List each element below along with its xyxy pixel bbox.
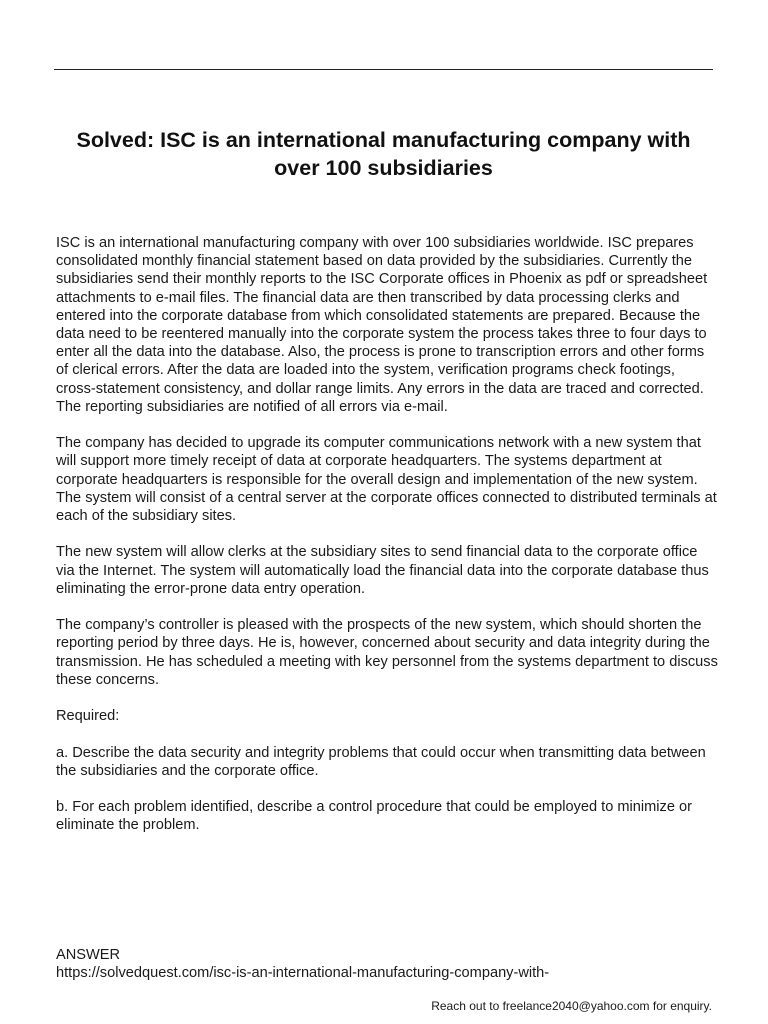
paragraph-new-system: The new system will allow clerks at the subsidiary sites to send financial data to the corporate office via the Internet. The system will automatically load the financial data into the corporate database thus eliminating the error-prone data entry operation. xyxy=(56,544,709,597)
answer-section xyxy=(56,946,718,982)
paragraph-intro: ISC is an international manufacturing company with over 100 subsidiaries worldwide. ISC prepares consolidated monthly financial statement based on data provided by the subsidiaries. Currently the subsidiaries send their monthly reports to the ISC Corporate offices in Phoenix as pdf or spreadsheet attachments to e-mail files. The financial data are then transcribed by data processing clerks and entered into the corporate database from which consolidated statements are prepared. Because the data need to be reentered manually into the corporate system the process takes three to four days to enter all the data into the database. Also, the process is prone to transcription errors and other forms of clerical errors. After the data are loaded into the system, verification programs check footings, cross-statement consistency, and dollar range limits. Any errors in the data are traced and corrected. The reporting subsidiaries are notified of all errors via e-mail. xyxy=(56,235,708,415)
paragraph-controller: The company’s controller is pleased with the prospects of the new system, which should shorten the reporting period by three days. He is, however, concerned about security and data integrity during the transmission. He has scheduled a meeting with key personnel from the systems department to discuss these concerns. xyxy=(56,617,718,688)
document-body xyxy=(56,234,718,853)
answer-link[interactable]: https://solvedquest.com/isc-is-an-international-manufacturing-company-with- xyxy=(56,965,550,982)
top-divider xyxy=(54,69,713,70)
required-heading: Required: xyxy=(56,708,120,725)
requirement-a: a. Describe the data security and integrity problems that could occur when transmitting data between the subsidiaries and the corporate office. xyxy=(56,744,706,779)
document-title: Solved: ISC is an international manufacturing company with over 100 subsidiaries xyxy=(76,128,691,180)
answer-label: ANSWER xyxy=(56,947,121,963)
requirement-b: b. For each problem identified, describe a control procedure that could be employed to minimize or eliminate the problem. xyxy=(56,799,692,834)
footer-enquiry-text: Reach out to freelance2040@yahoo.com for enquiry. xyxy=(431,999,712,1013)
paragraph-upgrade: The company has decided to upgrade its computer communications network with a new system that will support more timely receipt of data at corporate headquarters. The systems department at corporate headquarters is responsible for the overall design and implementation of the new system. The system will consist of a central server at the corporate offices connected to distributed terminals at each of the subsidiary sites. xyxy=(56,435,717,525)
